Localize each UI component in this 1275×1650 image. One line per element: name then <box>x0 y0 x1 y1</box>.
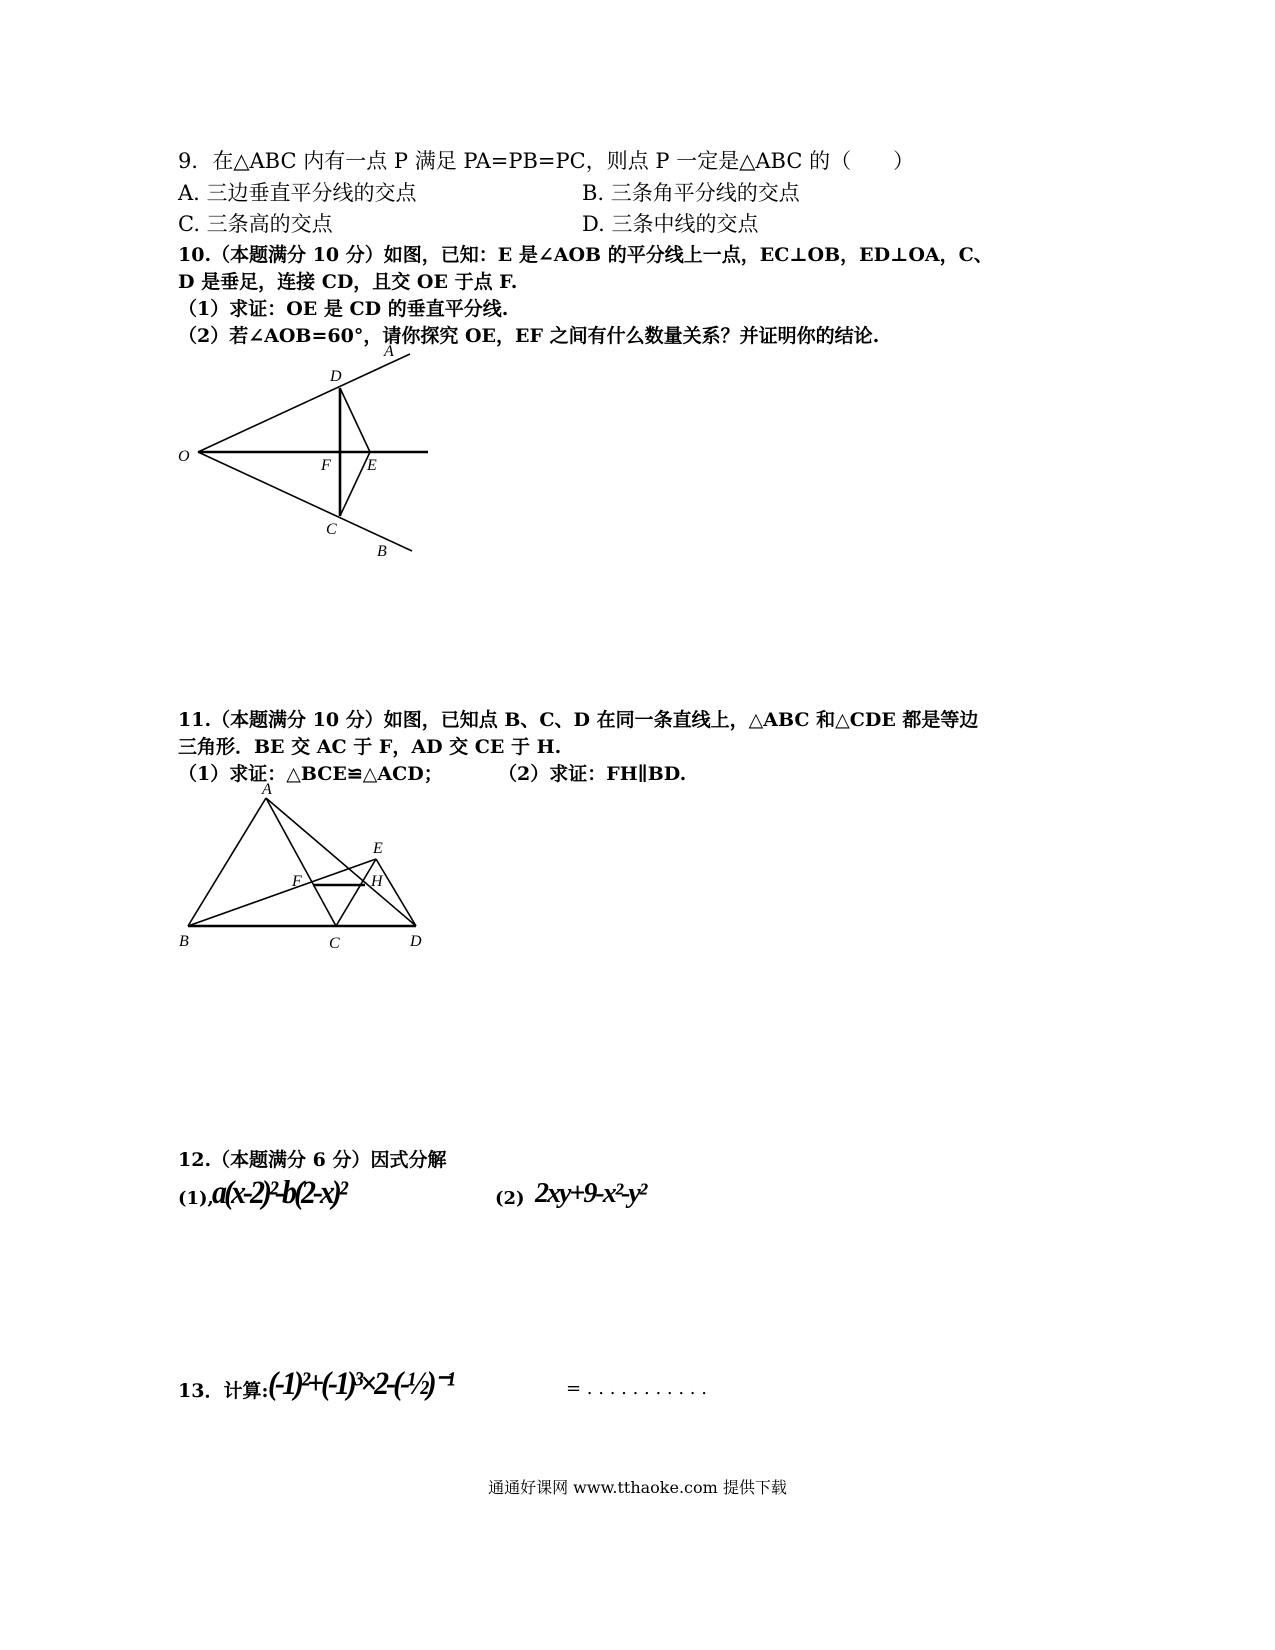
q11-line1: 11.（本题满分 10 分）如图，已知点 B、C、D 在同一条直线上，△ABC 和△CDE 都是等边 <box>178 709 979 731</box>
page-footer: 通通好课网 www.tthaoke.com 提供下载 <box>488 1478 787 1497</box>
label-h: H <box>371 873 383 890</box>
label-c: C <box>326 521 337 538</box>
label-d: D <box>330 368 342 385</box>
q9-option-a: A. 三边垂直平分线的交点 <box>178 181 417 205</box>
q9-stem: 9．在△ABC 内有一点 P 满足 PA=PB=PC，则点 P 一定是△ABC 的（ ） <box>178 149 915 173</box>
label-a: A <box>262 781 272 798</box>
label-f: F <box>321 457 331 474</box>
label-b: B <box>377 543 387 560</box>
label-b: B <box>179 933 189 950</box>
q11-part1: （1）求证：△BCE≌△ACD； <box>178 763 443 785</box>
q13-expression: (-1)²+(-1)³×2-(-½)⁻¹ <box>268 1365 453 1402</box>
label-a: A <box>384 343 394 360</box>
label-d: D <box>410 933 422 950</box>
segment-ec <box>340 452 370 516</box>
label-f: F <box>292 873 302 890</box>
q13-answer-blank: = . . . . . . . . . . . <box>566 1378 707 1399</box>
q12-part1-expression: a(x-2)²-b(2-x)² <box>212 1174 345 1211</box>
q11-line2: 三角形．BE 交 AC 于 F，AD 交 CE 于 H. <box>178 736 562 758</box>
q10-part1: （1）求证：OE 是 CD 的垂直平分线. <box>178 298 509 320</box>
label-c: C <box>329 935 340 952</box>
segment-de <box>340 388 370 452</box>
segment-ce <box>336 859 376 926</box>
ray-ob <box>198 452 412 551</box>
segment-ab <box>188 798 266 926</box>
q10-figure <box>170 340 440 565</box>
q12-title: 12.（本题满分 6 分）因式分解 <box>178 1149 447 1171</box>
q9-option-b: B. 三条角平分线的交点 <box>582 181 800 205</box>
q12-part2-expression: 2xy+9-x²-y² <box>535 1178 646 1209</box>
q12-part1-label: (1), <box>178 1188 214 1209</box>
segment-ed <box>376 859 416 926</box>
q10-line1: 10.（本题满分 10 分）如图，已知：E 是∠AOB 的平分线上一点，EC⊥OB，ED⊥OA，C、 <box>178 244 993 266</box>
q10-line2: D 是垂足，连接 CD，且交 OE 于点 F. <box>178 271 518 293</box>
label-o: O <box>178 448 190 465</box>
q12-part2-label: (2) <box>495 1188 525 1209</box>
segment-be <box>188 859 376 926</box>
q9-option-d: D. 三条中线的交点 <box>582 212 759 236</box>
segment-ac <box>266 798 336 926</box>
q13-label: 13．计算: <box>178 1380 269 1402</box>
segment-ad <box>266 798 416 926</box>
q10-part2: （2）若∠AOB=60°，请你探究 OE，EF 之间有什么数量关系？并证明你的结论. <box>178 325 880 347</box>
label-e: E <box>367 457 377 474</box>
q9-option-c: C. 三条高的交点 <box>178 212 333 236</box>
ray-oa <box>198 354 410 452</box>
q11-part2: （2）求证：FH∥BD. <box>498 763 687 785</box>
label-e: E <box>373 840 383 857</box>
q11-figure <box>170 780 440 955</box>
